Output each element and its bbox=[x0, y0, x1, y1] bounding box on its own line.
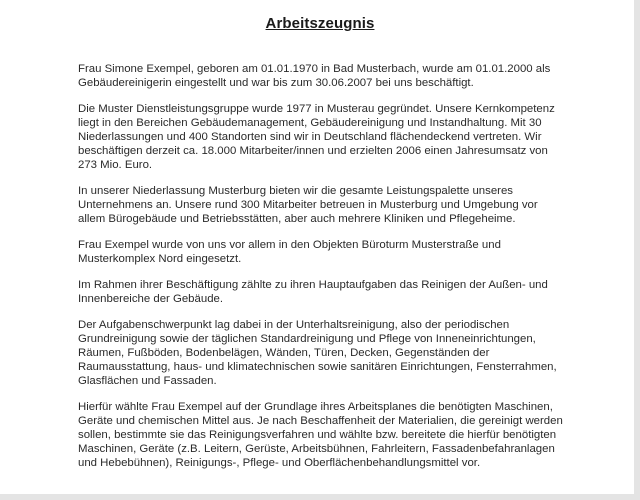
document-body bbox=[78, 62, 568, 482]
document-title: Arbeitszeugnis bbox=[265, 15, 375, 32]
paragraph-company-profile: Die Muster Dienstleistungsgruppe wurde 1977 in Musterau gegründet. Unsere Kernkompetenz liegt in den Bereichen Gebäudemanagement, Gebäudereinigung und Instandhaltung. Mit 30 Niederlassungen und 400 Standorten sind wir in Deutschland flächendeckend vertreten. Wir beschäftigen derzeit ca. 18.000 Mitarbeiter/innen und erzielten 2006 einen Jahresumsatz von 273 Mio. Euro. bbox=[78, 103, 555, 171]
paragraph-main-tasks: Im Rahmen ihrer Beschäftigung zählte zu ihren Hauptaufgaben das Reinigen der Außen- und Innenbereiche der Gebäude. bbox=[78, 279, 548, 305]
paragraph-assignment-objects: Frau Exempel wurde von uns vor allem in den Objekten Büroturm Musterstraße und Musterkomplex Nord eingesetzt. bbox=[78, 239, 501, 265]
paragraph-task-focus: Der Aufgabenschwerpunkt lag dabei in der Unterhaltsreinigung, also der periodischen Grundreinigung sowie der täglichen Standardreinigung und Pflege von Inneneinrichtungen, Räumen, Fußböden, Bodenbelägen, Wänden, Türen, Decken, Gegenständen der Raumausstattung, haus- und klimatechnischen sowie sanitären Einrichtungen, Fensterrahmen, Glasflächen und Fassaden. bbox=[78, 319, 557, 387]
paragraph-equipment-selection: Hierfür wählte Frau Exempel auf der Grundlage ihres Arbeitsplanes die benötigten Maschinen, Geräte und chemischen Mittel aus. Je nach Beschaffenheit der Materialien, die gereinigt werden sollen, bestimmte sie das Reinigungsverfahren und wählte bzw. bereitete die hierfür benötigten Maschinen, Geräte (z.B. Leitern, Gerüste, Arbeitsbühnen, Fahrleitern, Fassadenbefahranlagen und Hebebühnen), Reinigungs-, Pflege- und Oberflächenbehandlungsmittel vor. bbox=[78, 401, 563, 469]
paragraph-branch-description: In unserer Niederlassung Musterburg bieten wir die gesamte Leistungspalette unseres Unternehmens an. Unsere rund 300 Mitarbeiter betreuen in Musterburg und Umgebung vor allem Bürogebäude und Betriebsstätten, aber auch mehrere Kliniken und Pflegeheime. bbox=[78, 185, 538, 225]
paragraph-employee-intro: Frau Simone Exempel, geboren am 01.01.1970 in Bad Musterbach, wurde am 01.01.2000 als Gebäudereinigerin eingestellt und war bis zum 30.06.2007 bei uns beschäftigt. bbox=[78, 63, 551, 89]
